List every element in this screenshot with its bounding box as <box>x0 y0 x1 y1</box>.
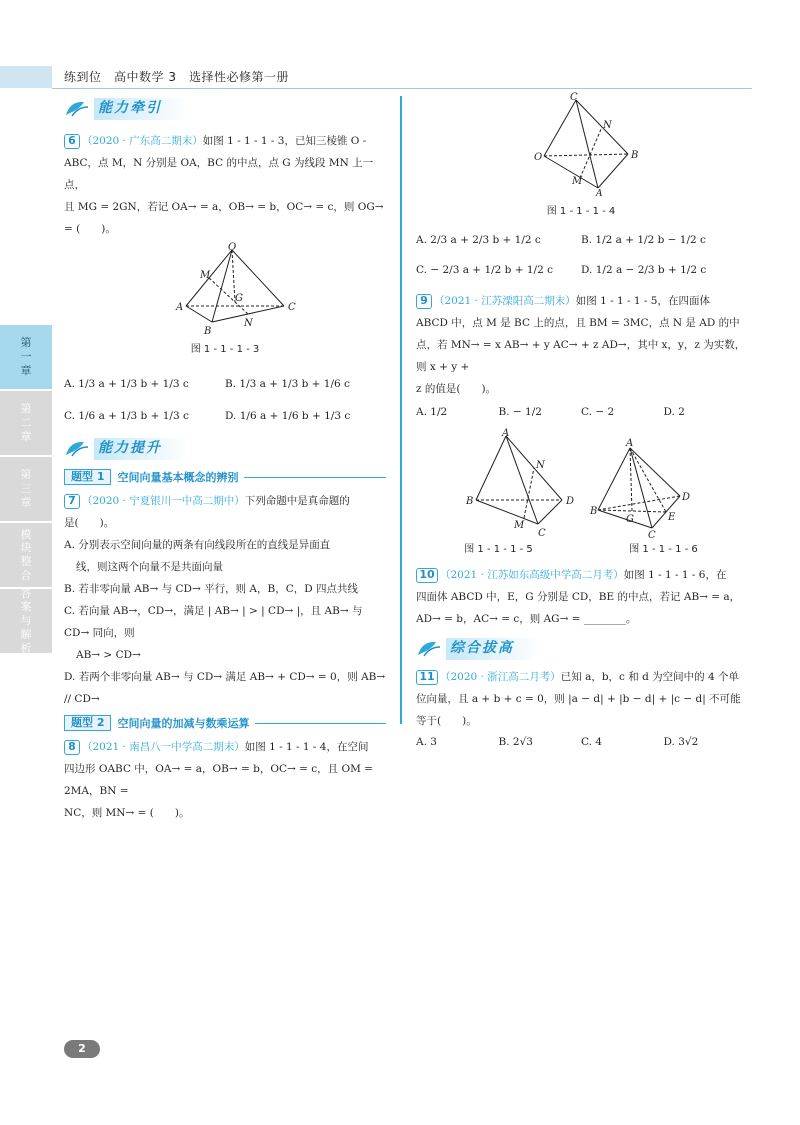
figure-caption: 图 1 - 1 - 1 - 6 <box>629 544 698 556</box>
option-a-continued: 线，则这两个向量不是共面向量 <box>76 561 223 574</box>
question-source: （2021 · 江苏溧阳高二期末） <box>434 295 576 308</box>
sidebar-tab-module[interactable]: 模块整合 <box>0 523 52 587</box>
svg-text:M: M <box>200 270 211 281</box>
question-text: 如图 1 - 1 - 1 - 6，在 <box>623 568 727 581</box>
figure-caption: 图 1 - 1 - 1 - 4 <box>546 206 616 217</box>
figure-1-1-1-4 <box>416 92 746 199</box>
svg-text:M: M <box>514 520 525 532</box>
question-type-text: 空间向量基本概念的辨别 <box>117 470 239 484</box>
svg-text:E: E <box>668 512 676 524</box>
question-9 <box>416 290 746 420</box>
question-number: 9 <box>416 294 432 309</box>
option-c[interactable]: C. 4 <box>581 735 603 748</box>
question-text: ABC，点 M，N 分别是 OA，BC 的中点，点 G 为线段 MN 上一点， <box>64 157 374 191</box>
page-number: 2 <box>64 1040 100 1058</box>
question-text: AD→ = b，AC→ = c，则 AG→ = ________。 <box>416 612 637 625</box>
option-d[interactable]: D. 3√2 <box>663 735 699 748</box>
question-type-text: 空间向量的加减与数乘运算 <box>117 716 250 730</box>
option-d[interactable]: D. 2 <box>663 406 685 419</box>
sidebar-tab-chapter-2[interactable]: 第二章 <box>0 391 52 455</box>
question-type-label: 题型 1 <box>64 469 111 485</box>
question-text: 四面体 ABCD 中，E，G 分别是 CD，BE 的中点，若记 AB→ = a， <box>416 590 741 603</box>
figure-caption: 图 1 - 1 - 1 - 3 <box>190 344 260 355</box>
option-a[interactable]: A. 3 <box>416 735 437 748</box>
question-10 <box>416 564 746 630</box>
question-source: （2021 · 南昌八一中学高二期末） <box>82 741 245 754</box>
question-number: 6 <box>64 134 80 149</box>
question-type-rule <box>244 477 386 478</box>
sidebar-tab-chapter-1[interactable]: 第一章 <box>0 325 52 389</box>
question-7 <box>64 490 386 710</box>
question-type-2 <box>64 714 386 732</box>
question-text: 如图 1 - 1 - 1 - 4，在空间 <box>244 741 369 754</box>
question-text: ABCD 中，点 M 是 BC 上的点，且 BM = 3MC，点 N 是 AD 的中 <box>416 317 740 330</box>
question-type-rule <box>255 723 386 724</box>
option-b[interactable]: B. 1/2 a + 1/2 b − 1/2 c <box>581 233 706 246</box>
question-text: z 的值是( )。 <box>416 383 497 396</box>
option-b[interactable]: B. 2√3 <box>498 735 533 748</box>
question-8 <box>64 736 386 824</box>
left-column <box>64 98 386 824</box>
question-source: （2020 · 宁夏银川一中高二期中） <box>82 495 245 508</box>
svg-text:A: A <box>176 302 184 313</box>
column-divider <box>400 96 402 724</box>
question-text: 如图 1 - 1 - 1 - 5，在四面体 <box>575 295 710 308</box>
right-column <box>416 92 746 750</box>
question-text: NC，则 MN→ = ( )。 <box>64 807 190 820</box>
svg-text:A: A <box>626 438 634 450</box>
question-number: 11 <box>416 670 438 685</box>
svg-text:B: B <box>631 150 639 161</box>
question-6 <box>64 130 386 424</box>
figure-1-1-1-3 <box>64 240 386 340</box>
section-leaf-icon <box>64 439 90 459</box>
svg-text:D: D <box>682 492 691 504</box>
option-b[interactable]: B. 若非零向量 AB→ 与 CD→ 平行，则 A，B，C，D 四点共线 <box>64 583 359 596</box>
question-source: （2020 · 广东高二期末） <box>82 135 203 147</box>
section-title: 能力提升 <box>94 438 188 460</box>
section-banner-ability-lead <box>64 98 386 120</box>
option-c-continued: AB→ > CD→ <box>76 649 141 662</box>
svg-text:O: O <box>228 242 237 253</box>
question-text: 等于( )。 <box>416 714 477 727</box>
question-source: （2021 · 江苏如东高级中学高二月考） <box>440 568 624 581</box>
svg-text:N: N <box>536 460 545 472</box>
question-11 <box>416 666 746 750</box>
svg-text:B: B <box>204 326 212 337</box>
sidebar-tab-answers[interactable]: 答案与解析 <box>0 589 52 653</box>
option-a[interactable]: A. 1/2 <box>416 406 448 419</box>
question-number: 7 <box>64 494 80 509</box>
svg-text:D: D <box>566 496 575 508</box>
option-b[interactable]: B. 1/3 a + 1/3 b + 1/6 c <box>225 377 350 390</box>
svg-text:G: G <box>626 514 634 526</box>
option-c[interactable]: C. − 2/3 a + 1/2 b + 1/2 c <box>416 263 553 276</box>
section-leaf-icon <box>416 639 442 659</box>
option-c[interactable]: C. 1/6 a + 1/3 b + 1/3 c <box>64 409 189 422</box>
tetrahedron-figure <box>64 240 386 340</box>
option-d[interactable]: D. 若两个非零向量 AB→ 与 CD→ 满足 AB→ + CD→ = 0，则 AB→ // CD→ <box>64 671 386 706</box>
svg-text:C: C <box>538 528 546 540</box>
svg-text:N: N <box>603 120 612 131</box>
question-text: 下列命题中是真命题的 <box>244 495 350 508</box>
svg-text:C: C <box>648 530 656 542</box>
sidebar-header-strip <box>0 66 52 88</box>
svg-text:C: C <box>288 302 296 313</box>
sidebar-tab-chapter-3[interactable]: 第三章 <box>0 457 52 521</box>
svg-text:M: M <box>572 176 583 187</box>
option-c[interactable]: C. 若向量 AB→，CD→，满足 | AB→ | > | CD→ |，且 AB→ 与 CD→ 同向，则 <box>64 605 363 640</box>
figure-caption: 图 1 - 1 - 1 - 5 <box>464 544 533 556</box>
option-d[interactable]: D. 1/6 a + 1/6 b + 1/3 c <box>225 409 351 422</box>
section-leaf-icon <box>64 99 90 119</box>
option-a[interactable]: A. 1/3 a + 1/3 b + 1/3 c <box>64 377 189 390</box>
svg-text:N: N <box>244 318 253 329</box>
svg-text:A: A <box>502 428 510 440</box>
question-text: 已知 a，b，c 和 d 为空间中的 4 个单 <box>560 670 740 683</box>
question-type-1 <box>64 468 386 486</box>
option-a[interactable]: A. 分别表示空间向量的两条有向线段所在的直线是异面直 <box>64 539 331 552</box>
running-header: 练到位 高中数学 3 选择性必修第一册 <box>64 70 289 84</box>
question-type-label: 题型 2 <box>64 715 111 731</box>
option-c[interactable]: C. − 2 <box>581 406 615 419</box>
spatial-quadrilateral-figure <box>416 92 746 199</box>
question-number: 10 <box>416 568 438 583</box>
question-source: （2020 · 浙江高二月考） <box>440 670 561 683</box>
section-banner-ability-up <box>64 438 386 460</box>
question-text: 如图 1 - 1 - 1 - 3，已知三棱锥 O - <box>202 135 367 147</box>
question-text: 位向量，且 a + b + c = 0，则 |a − d| + |b − d| + |c − d| 不可能 <box>416 692 741 705</box>
section-title: 能力牵引 <box>94 98 188 120</box>
svg-text:B: B <box>590 506 598 518</box>
svg-text:O: O <box>534 152 543 163</box>
svg-text:B: B <box>466 496 474 508</box>
figures-1-1-1-5-and-6 <box>416 428 746 542</box>
svg-text:C: C <box>570 92 578 103</box>
question-text: 且 MG = 2GN，若记 OA→ = a，OB→ = b，OC→ = c，则 OG→ = ( )。 <box>64 201 384 235</box>
question-number: 8 <box>64 740 80 755</box>
svg-text:G: G <box>235 293 243 304</box>
option-d[interactable]: D. 1/2 a − 2/3 b + 1/2 c <box>581 263 707 276</box>
option-a[interactable]: A. 2/3 a + 2/3 b + 1/2 c <box>416 233 541 246</box>
tetrahedron-figures <box>416 428 746 542</box>
section-title: 综合拔高 <box>446 638 540 660</box>
question-text: 四边形 OABC 中，OA→ = a，OB→ = b，OC→ = c，且 OM = 2MA，BN = <box>64 763 373 798</box>
header-rule <box>52 88 752 89</box>
section-banner-comprehensive <box>416 638 746 660</box>
svg-text:A: A <box>596 189 603 199</box>
question-text: 点，若 MN→ = x AB→ + y AC→ + z AD→，其中 x，y，z 为实数，则 x + y + <box>416 339 746 374</box>
question-text: 是( )。 <box>64 517 115 530</box>
option-b[interactable]: B. − 1/2 <box>498 406 542 419</box>
